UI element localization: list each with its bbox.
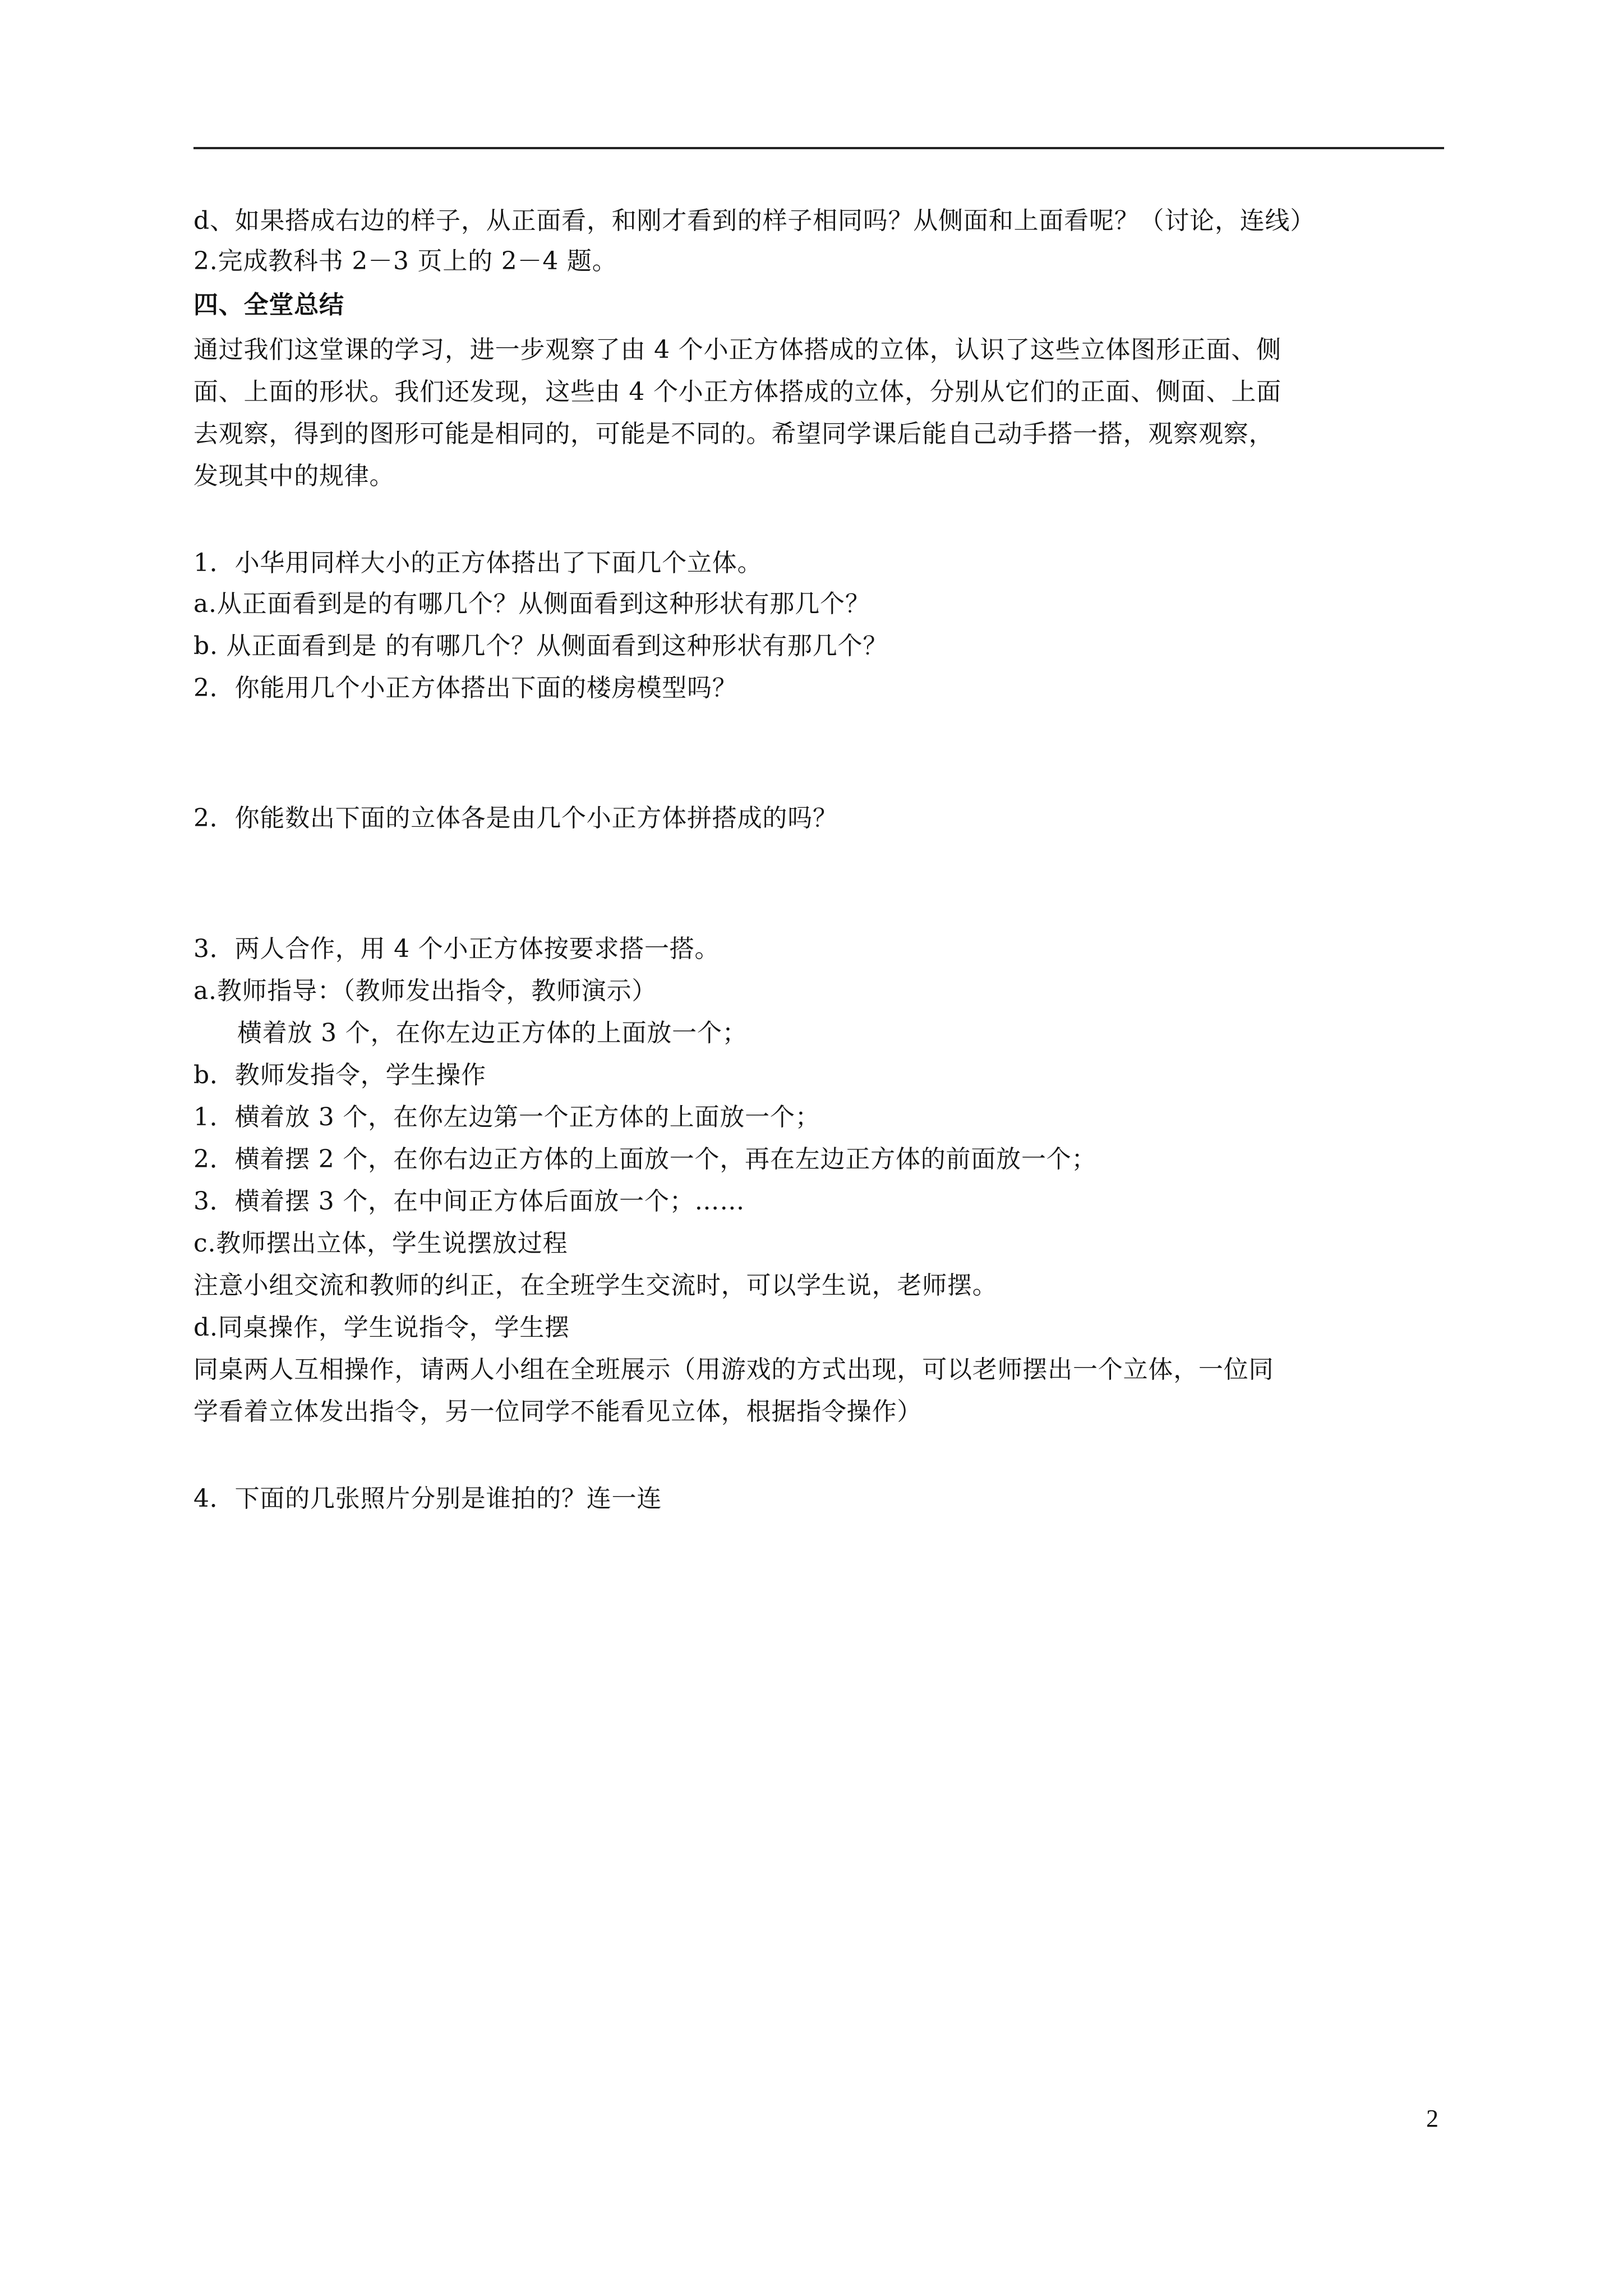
exercise-3-part-a-instruction: 横着放 3 个，在你左边正方体的上面放一个； [237,1019,748,1047]
exercise-3-part-a: a.教师指导：（教师发出指令，教师演示） [193,977,657,1005]
exercise-3-part-c: c.教师摆出立体，学生说摆放过程 [193,1229,568,1258]
exercise-1-part-a: a.从正面看到是的有哪几个？从侧面看到这种形状有那几个？ [193,590,870,618]
exercise-3-instruction-2: 2．横着摆 2 个，在你右边正方体的上面放一个，再在左边正方体的前面放一个； [193,1145,1097,1174]
exercise-2-building-model: 2．你能用几个小正方体搭出下面的楼房模型吗？ [193,674,737,702]
exercise-1-title: 1．小华用同样大小的正方体搭出了下面几个立体。 [193,549,763,577]
exercise-3-part-b: b．教师发指令，学生操作 [193,1061,486,1089]
summary-paragraph-line-3: 去观察，得到的图形可能是相同的，可能是不同的。希望同学课后能自己动手搭一搭，观察观察， [193,420,1274,448]
text-line-discussion-question: d、如果搭成右边的样子，从正面看，和刚才看到的样子相同吗？从侧面和上面看呢？（讨论，连线） [193,206,1316,235]
exercise-3-part-d: d.同桌操作，学生说指令，学生摆 [193,1313,570,1342]
exercise-2-count-cubes: 2．你能数出下面的立体各是由几个小正方体拼搭成的吗？ [193,804,838,832]
summary-paragraph-line-2: 面、上面的形状。我们还发现，这些由 4 个小正方体搭成的立体，分别从它们的正面、侧面、上面 [193,378,1281,406]
exercise-3-title: 3．两人合作，用 4 个小正方体按要求搭一搭。 [193,935,720,963]
exercise-3-part-d-line-1: 同桌两人互相操作，请两人小组在全班展示（用游戏的方式出现，可以老师摆出一个立体，一位同 [193,1355,1274,1384]
page-number: 2 [1426,2105,1438,2132]
exercise-4-title: 4．下面的几张照片分别是谁拍的？连一连 [193,1484,662,1513]
summary-paragraph-line-4: 发现其中的规律。 [193,462,395,490]
header-rule [193,147,1444,149]
exercise-3-note: 注意小组交流和教师的纠正，在全班学生交流时，可以学生说，老师摆。 [193,1271,998,1300]
exercise-1-part-b: b. 从正面看到是 的有哪几个？从侧面看到这种形状有那几个？ [193,632,888,660]
exercise-3-instruction-3: 3．横着摆 3 个，在中间正方体后面放一个；…… [193,1187,745,1216]
summary-paragraph-line-1: 通过我们这堂课的学习，进一步观察了由 4 个小正方体搭成的立体，认识了这些立体图形正面、侧 [193,335,1281,364]
section-heading-summary: 四、全堂总结 [193,291,344,319]
exercise-3-part-d-line-2: 学看着立体发出指令，另一位同学不能看见立体，根据指令操作） [193,1397,923,1426]
exercise-3-instruction-1: 1．横着放 3 个，在你左边第一个正方体的上面放一个； [193,1103,820,1131]
text-line-textbook-exercise: 2.完成教科书 2－3 页上的 2－4 题。 [193,247,617,275]
